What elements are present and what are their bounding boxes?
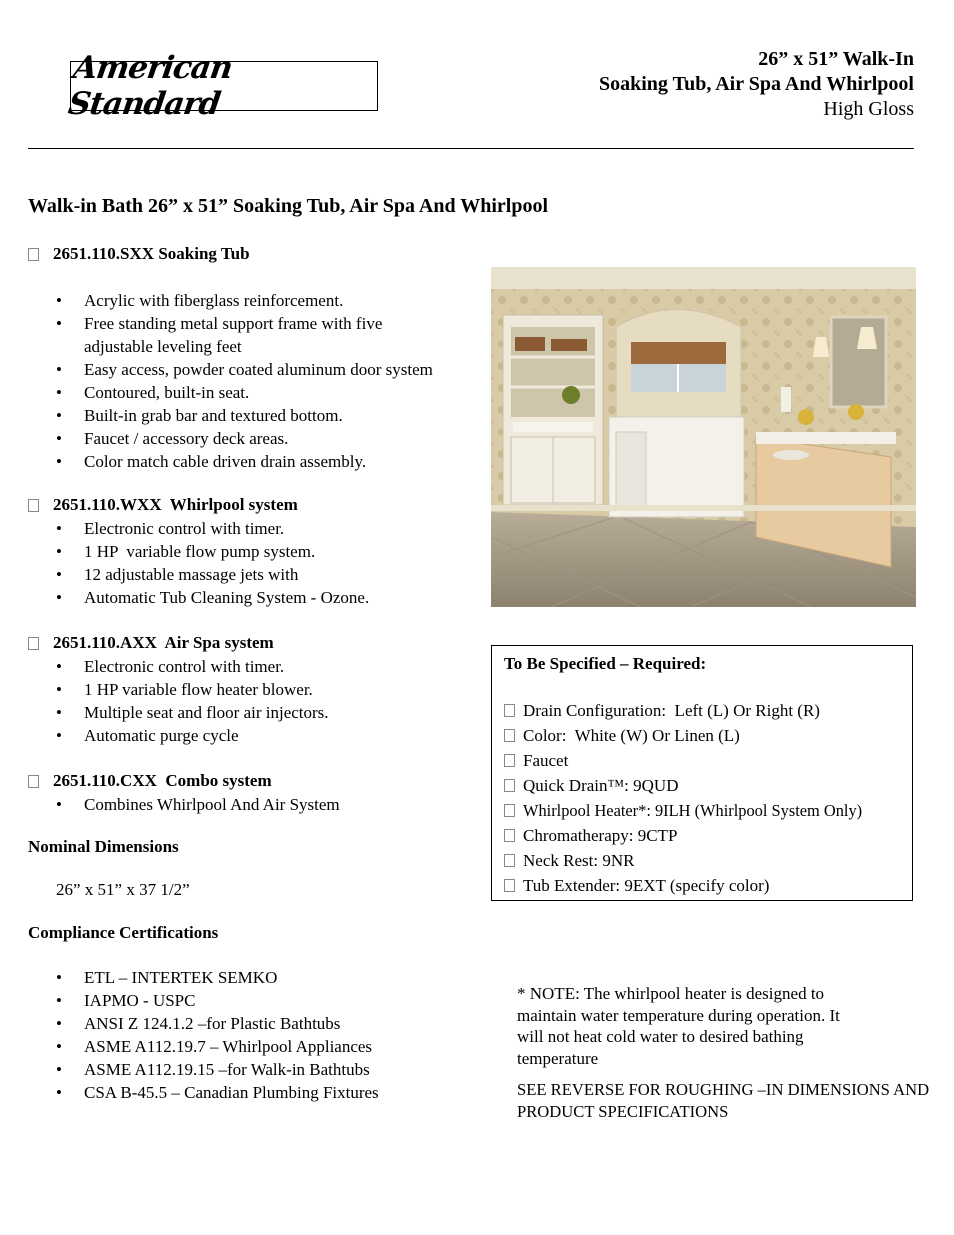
checkbox-icon	[28, 248, 39, 261]
brand-logo	[65, 50, 378, 122]
combo-features-list	[56, 793, 340, 816]
checkbox-icon[interactable]	[504, 754, 515, 767]
spec-option-label: Neck Rest: 9NR	[523, 851, 635, 870]
section-heading-text: 2651.110.CXX Combo system	[53, 771, 272, 790]
spec-option-heater[interactable]	[504, 798, 862, 823]
list-item: • Electronic control with timer.	[56, 517, 369, 540]
list-item: • Multiple seat and floor air injectors.	[56, 701, 329, 724]
product-photo	[491, 267, 916, 607]
bathroom-image	[491, 267, 916, 607]
list-item: • Faucet / accessory deck areas.	[56, 427, 476, 450]
list-item: • ETL – INTERTEK SEMKO	[56, 966, 379, 989]
spec-option-label: Faucet	[523, 751, 569, 770]
soaking-features-list	[56, 289, 476, 473]
list-item: • Built-in grab bar and textured bottom.	[56, 404, 476, 427]
section-heading-airspa	[28, 633, 274, 653]
compliance-heading: Compliance Certifications	[28, 923, 219, 942]
spec-option-tub-extender[interactable]	[504, 873, 862, 898]
spec-option-label: Chromatherapy: 9CTP	[523, 826, 678, 845]
spec-box-title: To Be Specified – Required:	[504, 654, 707, 673]
checkbox-icon[interactable]	[504, 729, 515, 742]
section-heading-text: 2651.110.WXX Whirlpool system	[53, 495, 298, 514]
heater-note: * NOTE: The whirlpool heater is designed to maintain water temperature during operation. It will not heat cold water to desired bathing temperature	[517, 984, 840, 1068]
whirlpool-features-list	[56, 517, 369, 609]
section-heading-combo	[28, 771, 272, 791]
list-item: • Free standing metal support frame with five adjustable leveling feet	[56, 312, 414, 358]
header-title	[599, 47, 914, 122]
spec-option-label: Whirlpool Heater*: 9ILH (Whirlpool System Only)	[523, 801, 863, 820]
checkbox-icon[interactable]	[504, 854, 515, 867]
list-item: • 1 HP variable flow heater blower.	[56, 678, 329, 701]
list-item: • Automatic Tub Cleaning System - Ozone.	[56, 586, 369, 609]
compliance-list	[56, 966, 379, 1104]
spec-option-label: Tub Extender: 9EXT (specify color)	[523, 876, 770, 895]
brand-logo-text: American Standard	[65, 50, 235, 122]
header-line-1: 26” x 51” Walk-In	[758, 48, 914, 70]
list-item: • ASME A112.19.7 – Whirlpool Appliances	[56, 1035, 379, 1058]
spec-option-label: Quick Drain™: 9QUD	[523, 776, 679, 795]
checkbox-icon[interactable]	[504, 879, 515, 892]
list-item: • 1 HP variable flow pump system.	[56, 540, 369, 563]
list-item: • ASME A112.19.15 –for Walk-in Bathtubs	[56, 1058, 379, 1081]
checkbox-icon[interactable]	[504, 779, 515, 792]
spec-option-label: Drain Configuration: Left (L) Or Right (R)	[523, 701, 820, 720]
list-item: • ANSI Z 124.1.2 –for Plastic Bathtubs	[56, 1012, 379, 1035]
list-item: • Electronic control with timer.	[56, 655, 329, 678]
list-item: • Easy access, powder coated aluminum door system	[56, 358, 476, 381]
page-title: Walk-in Bath 26” x 51” Soaking Tub, Air Spa And Whirlpool	[28, 195, 549, 217]
list-item: • 12 adjustable massage jets with	[56, 563, 369, 586]
spec-option-neck-rest[interactable]	[504, 848, 862, 873]
checkbox-icon[interactable]	[504, 804, 515, 817]
spec-required-box	[491, 645, 913, 901]
checkbox-icon[interactable]	[504, 704, 515, 717]
header-line-2: Soaking Tub, Air Spa And Whirlpool	[599, 73, 914, 95]
spec-option-quick-drain[interactable]	[504, 773, 862, 798]
spec-option-label: Color: White (W) Or Linen (L)	[523, 726, 740, 745]
spec-option-chromatherapy[interactable]	[504, 823, 862, 848]
checkbox-icon	[28, 637, 39, 650]
list-item: • Combines Whirlpool And Air System	[56, 793, 340, 816]
section-heading-soaking	[28, 244, 250, 264]
dimensions-heading: Nominal Dimensions	[28, 837, 179, 856]
list-item: • Contoured, built-in seat.	[56, 381, 476, 404]
checkbox-icon[interactable]	[504, 829, 515, 842]
dimensions-value: 26” x 51” x 37 1/2”	[56, 880, 190, 899]
header-divider	[28, 148, 914, 149]
section-heading-text: 2651.110.SXX Soaking Tub	[53, 244, 250, 263]
checkbox-icon	[28, 775, 39, 788]
list-item: • CSA B-45.5 – Canadian Plumbing Fixtures	[56, 1081, 379, 1104]
checkbox-icon	[28, 499, 39, 512]
section-heading-text: 2651.110.AXX Air Spa system	[53, 633, 274, 652]
list-item: • IAPMO - USPC	[56, 989, 379, 1012]
list-item: • Acrylic with fiberglass reinforcement.	[56, 289, 476, 312]
header-line-3: High Gloss	[823, 98, 914, 120]
list-item: • Automatic purge cycle	[56, 724, 329, 747]
spec-option-color[interactable]	[504, 723, 862, 748]
section-heading-whirlpool	[28, 495, 298, 515]
list-item: • Color match cable driven drain assembly.	[56, 450, 476, 473]
spec-option-drain[interactable]	[504, 698, 862, 723]
reverse-note: SEE REVERSE FOR ROUGHING –IN DIMENSIONS AND PRODUCT SPECIFICATIONS	[517, 1080, 930, 1121]
spec-options-list	[504, 698, 862, 898]
spec-option-faucet[interactable]	[504, 748, 862, 773]
airspa-features-list	[56, 655, 329, 747]
